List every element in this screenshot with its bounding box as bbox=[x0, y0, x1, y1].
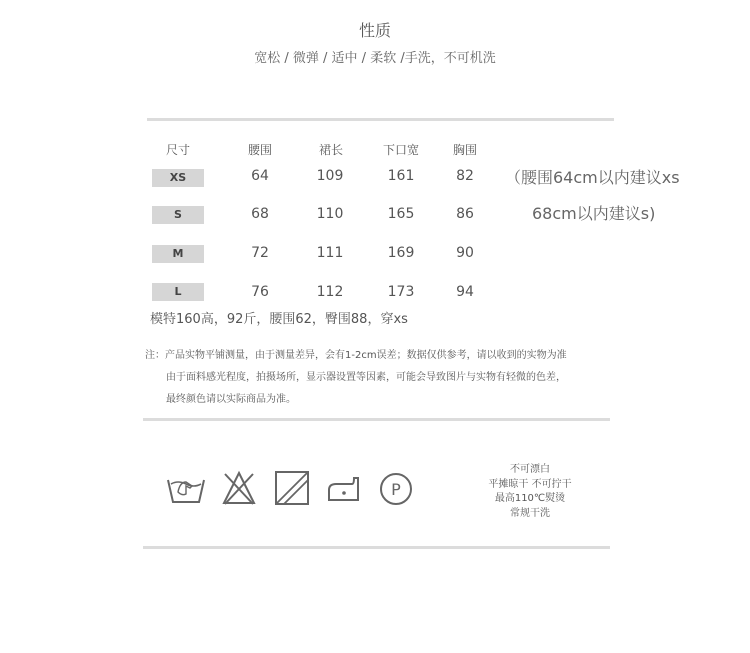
section-title: 性质 bbox=[358, 21, 391, 40]
fabric-properties: 宽松 / 微弹 / 适中 / 柔软 /手洗，不可机洗 bbox=[254, 51, 496, 66]
col-header-chest: 胸围 bbox=[452, 143, 477, 157]
size-tag-s: S bbox=[152, 206, 204, 224]
cell-length: 112 bbox=[316, 284, 344, 300]
dry-flat-icon bbox=[274, 470, 310, 506]
cell-waist: 68 bbox=[251, 206, 269, 222]
note-line2: 由于面料感光程度，拍摄场所，显示器设置等因素，可能会导致图片与实物有轻微的色差， bbox=[166, 372, 566, 383]
care-instructions bbox=[460, 463, 600, 521]
care-line: 最高110℃熨烫 bbox=[494, 493, 566, 504]
cell-chest: 82 bbox=[456, 168, 474, 184]
cell-chest: 90 bbox=[456, 245, 474, 261]
col-header-length: 裙长 bbox=[318, 143, 343, 157]
iron-icon bbox=[326, 470, 362, 506]
cell-hem: 173 bbox=[387, 284, 415, 300]
care-line: 常规干洗 bbox=[510, 507, 550, 519]
cell-waist: 64 bbox=[251, 168, 269, 184]
size-advice-line1: （腰围64cm以内建议xs bbox=[505, 168, 680, 187]
cell-length: 109 bbox=[316, 168, 344, 184]
divider-middle bbox=[143, 418, 610, 421]
cell-hem: 161 bbox=[387, 168, 415, 184]
cell-waist: 72 bbox=[251, 245, 269, 261]
hand-wash-icon bbox=[166, 470, 206, 506]
size-advice-line2: 68cm以内建议s) bbox=[532, 204, 656, 223]
cell-hem: 165 bbox=[387, 206, 415, 222]
note-line3: 最终颜色请以实际商品为准。 bbox=[166, 394, 296, 405]
divider-top bbox=[147, 118, 614, 121]
cell-length: 110 bbox=[316, 206, 344, 222]
dry-clean-letter: P bbox=[391, 480, 401, 499]
size-tag-l: L bbox=[152, 283, 204, 301]
dry-clean-p-icon bbox=[379, 472, 413, 506]
divider-bottom bbox=[143, 546, 610, 549]
col-header-size: 尺寸 bbox=[165, 143, 190, 157]
col-header-waist: 腰围 bbox=[247, 143, 272, 157]
model-info: 模特160高，92斤，腰围62，臀围88，穿xs bbox=[150, 312, 408, 327]
cell-hem: 169 bbox=[387, 245, 415, 261]
size-tag-xs: XS bbox=[152, 169, 204, 187]
care-line: 不可漂白 bbox=[510, 464, 550, 475]
cell-chest: 86 bbox=[456, 206, 474, 222]
size-tag-m: M bbox=[152, 245, 204, 263]
note-line1: 注：产品实物平铺测量，由于测量差异，会有1-2cm误差；数据仅供参考，请以收到的实物为准 bbox=[145, 350, 567, 361]
care-line: 平摊晾干 不可拧干 bbox=[488, 478, 572, 490]
cell-chest: 94 bbox=[456, 284, 474, 300]
col-header-hem: 下口宽 bbox=[382, 143, 419, 157]
cell-length: 111 bbox=[316, 245, 344, 261]
cell-waist: 76 bbox=[251, 284, 269, 300]
no-bleach-icon bbox=[221, 470, 257, 506]
